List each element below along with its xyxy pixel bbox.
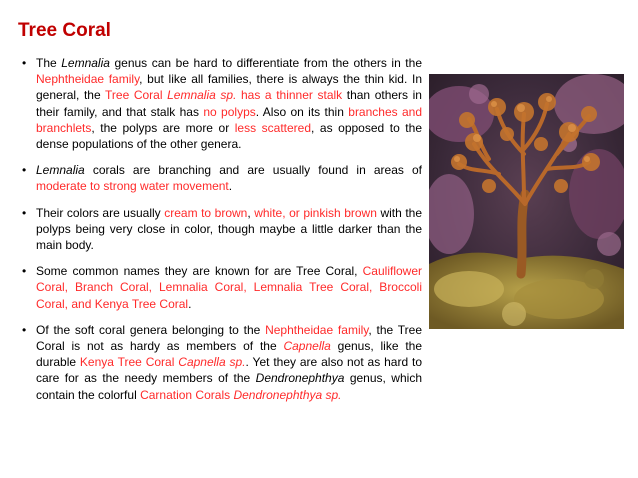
highlighted-text: Nephtheidae family xyxy=(36,72,140,87)
bullet-text: , as opposed to the dense populations of the other genera. xyxy=(36,120,422,152)
bullet-text: corals are branching and are usually found in areas of xyxy=(84,163,422,178)
bullet-text: . Yet they are also not as hard to care for as the needy members of the xyxy=(36,355,423,386)
bullet-item xyxy=(22,55,422,152)
bullet-item xyxy=(22,263,422,312)
bullet-text: Their colors are usually xyxy=(36,205,165,220)
bullet-text: Of the soft coral genera belonging to the xyxy=(36,322,266,337)
highlighted-text: less scattered xyxy=(234,120,312,135)
bullet-text: . Also on its thin xyxy=(255,104,349,119)
bullet-text: genus, like the durable xyxy=(36,339,422,370)
highlighted-text: Capnella sp. xyxy=(178,355,246,370)
highlighted-text: Capnella xyxy=(283,339,331,354)
bullet-text: with the polyps being very close in color, though maybe a little darker than the main body. xyxy=(36,205,423,253)
coral-image-illustration xyxy=(429,74,624,329)
highlighted-text: no polyps xyxy=(203,104,256,119)
bullet-marker: • xyxy=(22,56,27,70)
bullet-text: genus, which contain the colorful xyxy=(36,371,422,402)
highlighted-text: Kenya Tree Coral xyxy=(79,355,179,370)
bullet-text: Lemnalia xyxy=(61,56,110,70)
highlighted-text: Carnation Corals xyxy=(140,387,234,402)
bullet-item xyxy=(22,322,422,403)
highlighted-text: Cauliflower Coral, Branch Coral, Lemnalia Coral, Lemnalia Tree Coral, Broccoli Coral, and Kenya Tree Coral xyxy=(36,264,422,311)
bullet-text: than others in their family, and that stalk has xyxy=(36,88,422,119)
bullet-marker: • xyxy=(22,264,27,279)
bullet-item xyxy=(22,162,422,194)
highlighted-text: Dendronephthya sp. xyxy=(233,387,342,402)
bullet-text: . xyxy=(228,179,233,194)
bullet-text: Dendronephthya xyxy=(255,371,345,386)
bullet-item xyxy=(22,205,422,254)
bullet-marker: • xyxy=(22,322,27,337)
bullet-text: , xyxy=(247,205,255,220)
highlighted-text: has a thinner stalk xyxy=(236,88,343,103)
tree-coral-photo xyxy=(429,74,624,329)
highlighted-text: Lemnalia sp. xyxy=(167,88,237,103)
bullet-text: , the Tree Coral is not as hardy as members of the xyxy=(36,322,422,354)
bullet-marker: • xyxy=(22,205,27,220)
highlighted-text: cream to brown xyxy=(164,205,248,220)
highlighted-text: white, or pinkish brown xyxy=(254,205,377,220)
bullet-text: Lemnalia xyxy=(36,163,85,178)
bullet-list xyxy=(22,55,422,413)
bullet-text: . xyxy=(188,296,192,311)
bullet-text: Some common names they are known for are Tree Coral, xyxy=(36,264,363,279)
highlighted-text: Tree Coral xyxy=(105,88,168,103)
highlighted-text: branches and branchlets xyxy=(36,104,423,135)
highlighted-text: Nephtheidae family xyxy=(265,322,369,337)
highlighted-text: moderate to strong water movement xyxy=(36,179,229,194)
bullet-text: The xyxy=(36,56,62,70)
bullet-text: , but like all families, there is always the thin kid. In general, the xyxy=(36,72,422,103)
bullet-marker: • xyxy=(22,163,27,178)
bullet-text: , the polyps are more or xyxy=(91,120,235,135)
slide-title: Tree Coral xyxy=(18,20,111,41)
bullet-text: genus can be hard to differentiate from the others in the xyxy=(109,56,422,70)
